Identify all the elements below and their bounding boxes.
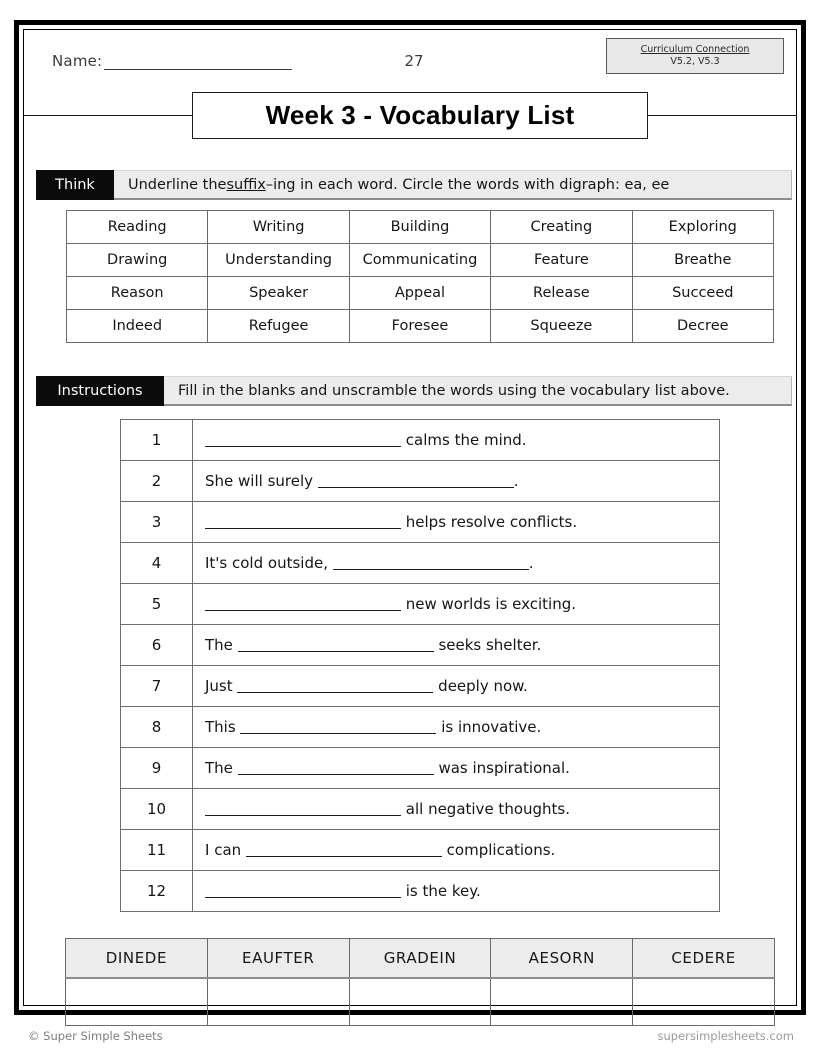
sentence-text (193, 543, 720, 584)
answer-blank[interactable] (240, 718, 436, 734)
think-text-after: –ing in each word. Circle the words with digraph: ea, ee (265, 176, 670, 193)
answer-blank[interactable] (205, 595, 401, 611)
sentence-text (193, 420, 720, 461)
table-row (121, 625, 720, 666)
word-scramble-table (65, 938, 775, 1026)
sentence-text-before: The (205, 759, 238, 777)
footer-website: supersimplesheets.com (657, 1029, 794, 1043)
answer-blank[interactable] (205, 513, 401, 529)
vocabulary-word-cell[interactable]: Reading (67, 211, 208, 244)
think-text-before: Underline the (128, 176, 227, 193)
sentence-text-after: was inspirational. (433, 759, 570, 777)
answer-blank[interactable] (205, 431, 401, 447)
sentence-number: 7 (121, 666, 193, 707)
sentence-text-after: new worlds is exciting. (401, 595, 577, 613)
vocabulary-word-cell[interactable]: Succeed (632, 277, 773, 310)
sentence-text-after: is innovative. (436, 718, 542, 736)
curriculum-connection-codes: V5.2, V5.3 (670, 56, 720, 67)
answer-blank[interactable] (237, 677, 433, 693)
sentence-text-before: This (205, 718, 241, 736)
sentence-number: 10 (121, 789, 193, 830)
worksheet-inner-border (23, 29, 797, 1006)
table-row (121, 789, 720, 830)
answer-blank[interactable] (238, 759, 434, 775)
sentence-text-before: The (205, 636, 238, 654)
scrambled-word: AESORN (491, 939, 633, 979)
sentence-text-after: calms the mind. (401, 431, 527, 449)
footer-copyright: © Super Simple Sheets (28, 1029, 163, 1043)
sentence-text (193, 789, 720, 830)
sentence-number: 9 (121, 748, 193, 789)
think-instruction-band (36, 170, 792, 200)
scrambled-word: EAUFTER (207, 939, 349, 979)
vocabulary-table (66, 210, 774, 343)
sentence-text-after: . (528, 554, 534, 572)
sentence-number: 3 (121, 502, 193, 543)
name-input-line[interactable] (104, 69, 292, 70)
sentence-text (193, 871, 720, 912)
vocabulary-word-cell[interactable]: Indeed (67, 310, 208, 343)
sentence-text-before: I can (205, 841, 246, 859)
vocabulary-word-cell[interactable]: Release (491, 277, 632, 310)
curriculum-connection-box (606, 38, 784, 74)
sentence-number: 2 (121, 461, 193, 502)
scrambled-word: DINEDE (66, 939, 208, 979)
scramble-answer-cell[interactable] (207, 978, 349, 1026)
answer-blank[interactable] (205, 882, 401, 898)
think-text-underlined: suffix (226, 176, 266, 193)
sentence-text (193, 502, 720, 543)
answer-blank[interactable] (333, 554, 529, 570)
name-label: Name: (52, 52, 103, 70)
vocabulary-word-cell[interactable]: Understanding (208, 244, 349, 277)
sentence-number: 8 (121, 707, 193, 748)
sentence-text (193, 666, 720, 707)
scramble-answer-cell[interactable] (66, 978, 208, 1026)
vocabulary-word-cell[interactable]: Building (349, 211, 490, 244)
sentence-text (193, 830, 720, 871)
sentence-text-after: . (513, 472, 519, 490)
table-row (121, 420, 720, 461)
scramble-answer-cell[interactable] (633, 978, 775, 1026)
instructions-tag: Instructions (36, 376, 164, 406)
vocabulary-word-cell[interactable]: Feature (491, 244, 632, 277)
vocabulary-row (67, 244, 774, 277)
sentence-number: 4 (121, 543, 193, 584)
scrambled-word: CEDERE (633, 939, 775, 979)
instructions-band (36, 376, 792, 406)
vocabulary-word-cell[interactable]: Foresee (349, 310, 490, 343)
worksheet-header (24, 30, 796, 98)
table-row (121, 502, 720, 543)
vocabulary-word-cell[interactable]: Reason (67, 277, 208, 310)
sentence-number: 11 (121, 830, 193, 871)
table-row (121, 543, 720, 584)
sentence-text-after: all negative thoughts. (401, 800, 570, 818)
instructions-text: Fill in the blanks and unscramble the words using the vocabulary list above. (164, 376, 792, 406)
vocabulary-word-cell[interactable]: Squeeze (491, 310, 632, 343)
vocabulary-word-cell[interactable]: Writing (208, 211, 349, 244)
answer-blank[interactable] (246, 841, 442, 857)
sentence-text (193, 461, 720, 502)
worksheet-footer (0, 1029, 820, 1049)
table-row (121, 584, 720, 625)
table-row (121, 748, 720, 789)
vocabulary-word-cell[interactable]: Communicating (349, 244, 490, 277)
think-instruction-text (114, 170, 792, 200)
answer-blank[interactable] (238, 636, 434, 652)
page-title-box (192, 92, 648, 139)
page-number: 27 (404, 52, 424, 70)
scrambled-word: GRADEIN (349, 939, 491, 979)
answer-blank[interactable] (318, 472, 514, 488)
table-row (121, 461, 720, 502)
table-row (121, 871, 720, 912)
sentence-text (193, 625, 720, 666)
table-row (121, 830, 720, 871)
sentence-number: 12 (121, 871, 193, 912)
worksheet-content (24, 30, 796, 1005)
vocabulary-word-cell[interactable]: Breathe (632, 244, 773, 277)
scramble-answer-row (66, 978, 775, 1026)
sentence-text-after: is the key. (401, 882, 481, 900)
vocabulary-word-cell[interactable]: Refugee (208, 310, 349, 343)
answer-blank[interactable] (205, 800, 401, 816)
vocabulary-word-cell[interactable]: Appeal (349, 277, 490, 310)
vocabulary-row (67, 211, 774, 244)
sentence-number: 5 (121, 584, 193, 625)
sentence-text (193, 707, 720, 748)
vocabulary-word-cell[interactable]: Speaker (208, 277, 349, 310)
fill-in-the-blank-table (120, 419, 720, 912)
scramble-answer-cell[interactable] (491, 978, 633, 1026)
vocabulary-row (67, 277, 774, 310)
curriculum-connection-title: Curriculum Connection (640, 44, 750, 55)
sentence-text (193, 584, 720, 625)
vocabulary-word-cell[interactable]: Creating (491, 211, 632, 244)
sentence-number: 1 (121, 420, 193, 461)
sentence-text-after: helps resolve conflicts. (401, 513, 578, 531)
vocabulary-row (67, 310, 774, 343)
vocabulary-word-cell[interactable]: Decree (632, 310, 773, 343)
sentence-text-after: seeks shelter. (433, 636, 542, 654)
sentence-text-before: She will surely (205, 472, 318, 490)
vocabulary-word-cell[interactable]: Drawing (67, 244, 208, 277)
worksheet-page-border (14, 20, 806, 1015)
table-row (121, 666, 720, 707)
scramble-answer-cell[interactable] (349, 978, 491, 1026)
sentence-text-before: Just (205, 677, 238, 695)
sentence-number: 6 (121, 625, 193, 666)
sentence-text-after: complications. (441, 841, 556, 859)
sentence-text (193, 748, 720, 789)
page-title: Week 3 - Vocabulary List (265, 100, 575, 130)
table-row (121, 707, 720, 748)
think-tag: Think (36, 170, 114, 200)
vocabulary-word-cell[interactable]: Exploring (632, 211, 773, 244)
scramble-header-row (66, 939, 775, 979)
sentence-text-after: deeply now. (433, 677, 528, 695)
sentence-text-before: It's cold outside, (205, 554, 333, 572)
